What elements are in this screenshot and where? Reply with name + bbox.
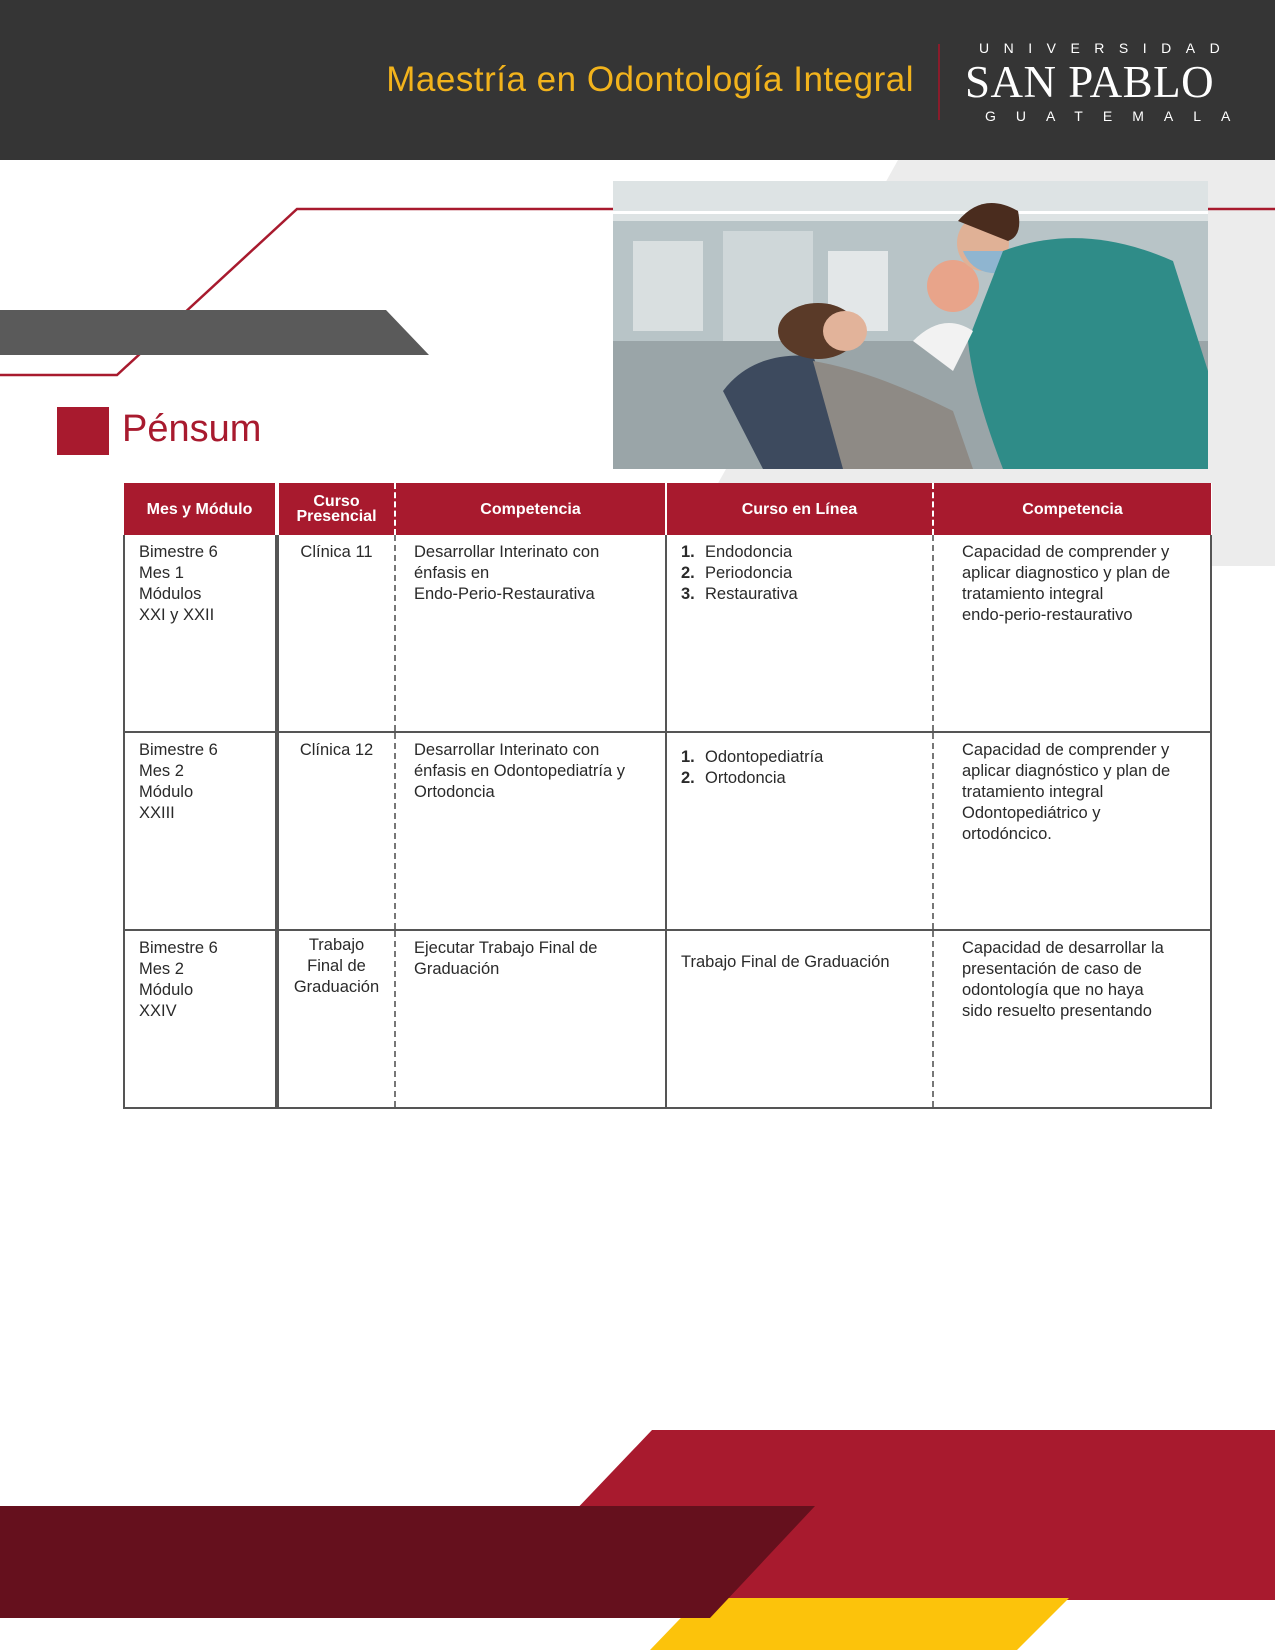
dark-red-bottom-shape [0,1506,815,1618]
list-number: 3. [681,585,695,603]
cell-line: Módulos [139,585,202,603]
cell-curso-en-linea [666,732,933,930]
list-number: 1. [681,748,695,766]
cell-curso-en-linea [666,930,933,1108]
online-list [681,740,918,789]
table-row [124,930,1211,1108]
table-row [124,732,1211,930]
cell-line: Graduación [293,978,380,996]
cell-line: Mes 2 [139,762,184,780]
cell-mes-modulo [124,732,277,930]
cell-line: Endo-Perio-Restaurativa [414,585,595,603]
cell-line: Mes 2 [139,960,184,978]
header-mes-modulo: Mes y Módulo [124,483,277,535]
dentist-photo [613,181,1208,469]
list-text: Restaurativa [705,585,798,603]
list-text: Odontopediatría [705,748,824,766]
list-number: 1. [681,543,695,561]
cell-line: XXIV [139,1002,177,1020]
cell-line: sido resuelto presentando [962,1002,1152,1020]
cell-line: Módulo [139,981,194,999]
cell-line: tratamiento integral [962,585,1104,603]
list-number: 2. [681,564,695,582]
cell-line: XXIII [139,804,175,822]
logo-top-text: UNIVERSIDAD [979,40,1235,56]
cell-line: tratamiento integral [962,783,1104,801]
list-text: Periodoncia [705,564,793,582]
header-competencia-online: Competencia [933,483,1211,535]
table-header-row [124,483,1211,535]
cell-mes-modulo [124,930,277,1108]
cell-line: Clínica 11 [300,543,373,561]
cell-competencia [395,732,666,930]
list-item [681,563,918,584]
cell-line: ortodóncico. [962,825,1052,843]
cell-line: Clínica 12 [299,741,374,759]
cell-line: Capacidad de comprender y [962,741,1170,759]
cell-line: Odontopediátrico y [962,804,1101,822]
cell-curso-en-linea [666,535,933,732]
cell-line: Graduación [414,960,500,978]
cell-line: Trabajo [308,936,365,954]
section-title: Pénsum [122,408,262,450]
cell-line: aplicar diagnostico y plan de [962,564,1171,582]
cell-curso-presencial [277,535,395,732]
cell-line: Bimestre 6 [139,939,218,957]
cell-line: Capacidad de desarrollar la [962,939,1164,957]
cell-line: Ejecutar Trabajo Final de [414,939,598,957]
cell-line: énfasis en [414,564,490,582]
gray-band [0,310,429,355]
cell-curso-presencial [277,732,395,930]
cell-line: XXI y XXII [139,606,215,624]
online-text-wrapper [681,938,918,973]
table-row [124,535,1211,732]
logo-main-text: SAN PABLO [965,57,1215,107]
cell-competencia-online [933,930,1211,1108]
cell-line: endo-perio-restaurativo [962,606,1133,624]
cell-line: Bimestre 6 [139,741,218,759]
cell-line: Bimestre 6 [139,543,218,561]
list-item [681,584,918,605]
cell-competencia-online [933,535,1211,732]
cell-competencia [395,535,666,732]
cell-line: Ortodoncia [414,783,495,801]
section-marker [57,407,109,455]
list-text: Endodoncia [705,543,793,561]
cell-line: presentación de caso de [962,960,1142,978]
cell-competencia-online [933,732,1211,930]
header-competencia: Competencia [395,483,666,535]
pensum-table [123,483,1212,1109]
cell-line: Desarrollar Interinato con [414,741,600,759]
cell-competencia [395,930,666,1108]
cell-line: odontología que no haya [962,981,1144,999]
logo-bottom-text: GUATEMALA [985,108,1251,124]
dentist-photo-illustration [613,181,1208,469]
cell-line: Módulo [139,783,194,801]
cell-line: Capacidad de comprender y [962,543,1170,561]
list-item [681,768,918,789]
cell-line: énfasis en Odontopediatría y [414,762,625,780]
list-item [681,542,918,563]
header-curso-presencial-line: Curso [313,493,360,510]
header-curso-presencial [277,483,395,535]
header-curso-presencial-line: Presencial [296,508,377,525]
program-title: Maestría en Odontología Integral [386,60,914,99]
cell-mes-modulo [124,535,277,732]
cell-line: Desarrollar Interinato con [414,543,600,561]
cell-line: Trabajo Final de Graduación [681,953,890,971]
cell-line: Mes 1 [139,564,184,582]
cell-line: aplicar diagnóstico y plan de [962,762,1171,780]
cell-line: Final de [307,957,366,975]
cell-curso-presencial [277,930,395,1108]
header-curso-en-linea: Curso en Línea [666,483,933,535]
list-number: 2. [681,769,695,787]
list-item [681,747,918,768]
list-text: Ortodoncia [705,769,786,787]
